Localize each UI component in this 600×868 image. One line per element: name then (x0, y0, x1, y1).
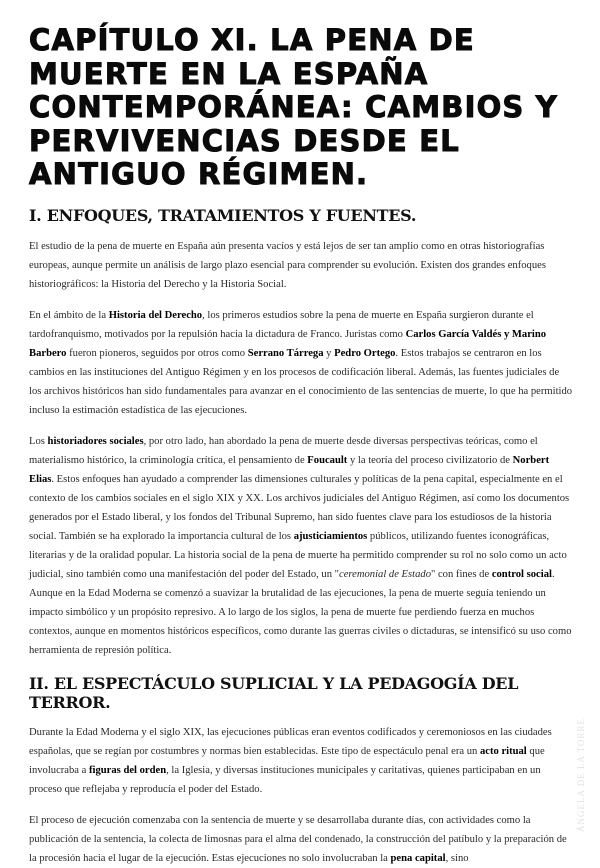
bold-term: Serrano Tárrega (247, 347, 324, 359)
text-run: , por otro lado, han abordado la pena de muerte desde diversas perspectivas teóricas, como el materialismo histórico, la criminología crítica, el pensamiento de (29, 435, 538, 466)
paragraph (29, 237, 574, 294)
paragraph (29, 723, 574, 799)
section-1 (29, 206, 574, 660)
bold-term: Pedro Ortego (334, 347, 396, 359)
text-run: . Estos enfoques han ayudado a comprender las dimensiones culturales y políticas de la pena capital, especialmente en el contexto de los cambios sociales en el siglo XIX y XX. Los archivos judiciales del Antiguo Régimen, así como los documentos generados por el Estado liberal, y los fondos del Tribunal Supremo, han sido fuentes clave para los estudiosos de la historia social. También se ha explorado la importancia cultural de los (29, 473, 570, 542)
section-heading: I. ENFOQUES, TRATAMIENTOS Y FUENTES. (29, 205, 417, 225)
paragraph (29, 811, 574, 868)
bold-term: figuras del orden (89, 764, 167, 776)
section-heading: II. EL ESPECTÁCULO SUPLICIAL Y LA PEDAGOGÍA DEL TERROR. (29, 673, 519, 712)
bold-term: control social (491, 568, 552, 580)
bold-term: acto ritual (479, 745, 527, 757)
text-run: El estudio de la pena de muerte en España aún presenta vacíos y está lejos de ser tan amplio como en otras historiografías europeas, aunque permite un análisis de largo plazo esencial para comprender su evolución. Existen dos grandes enfoques historiográficos: la Historia del Derecho y la Historia Social. (29, 240, 546, 290)
paragraph (29, 432, 574, 660)
text-run: , la Iglesia, y diversas instituciones municipales y caritativas, quienes participaban en un proceso que reflejaba y reproducía el poder del Estado. (29, 764, 541, 795)
text-run: y la teoría del proceso civilizatorio de (347, 454, 513, 466)
text-run: Los (29, 435, 48, 447)
text-run: que involucraba a (29, 745, 545, 776)
text-run: , los primeros estudios sobre la pena de muerte en España surgieron durante el tardofranquismo, motivados por la repulsión hacia la dictadura de Franco. Juristas como (29, 309, 534, 340)
author-watermark: ÁNGELA DE LA TORRE (576, 718, 586, 832)
bold-term: historiadores sociales (47, 435, 144, 447)
text-run: . Aunque en la Edad Moderna se comenzó a suavizar la brutalidad de las ejecuciones, la pena de muerte seguía teniendo un impacto simbólico y un propósito represivo. A lo largo de los siglos, la pena de muerte fue perdiendo fuerza en muchos contextos, aunque en momentos históricos específicos, como durante las guerras civiles o dictaduras, se intensificó su uso como herramienta de represión política. (29, 568, 572, 656)
bold-term: ajusticiamientos (293, 530, 368, 542)
italic-term: ceremonial de Estado (339, 568, 431, 580)
text-run: En el ámbito de la (29, 309, 109, 321)
text-run: El proceso de ejecución comenzaba con la sentencia de muerte y se desarrollaba durante días, con actividades como la publicación de la sentencia, la colecta de limosnas para el alma del condenado, la construcción del patíbulo y la preparación de la procesión hacia el lugar de la ejecución. Estas ejecuciones no solo involucraban la (29, 814, 567, 864)
section-2 (29, 674, 574, 868)
text-run: . Estos trabajos se centraron en los cambios en las instituciones del Antiguo Régimen y en los procesos de codificación liberal. Además, las fuentes judiciales de los archivos históricos han sido fundamentales para avanzar en el conocimiento de las sentencias de muerte, lo que ha permitido incluso la estimación estadística de las ejecuciones. (29, 347, 573, 416)
bold-term: Foucault (307, 454, 348, 466)
text-run: , sino (445, 852, 469, 864)
bold-term: Norbert Elias (29, 454, 550, 485)
text-run: públicos, utilizando fuentes iconográficas, literarias y de la oralidad popular. La historia social de la pena de muerte ha permitido comprender su rol no solo como un acto judicial, sino también como una manifestación del poder del Estado, un " (29, 530, 567, 580)
bold-term: Historia del Derecho (108, 309, 203, 321)
bold-term: pena capital (390, 852, 446, 864)
document-page (29, 24, 574, 868)
text-run: Durante la Edad Moderna y el siglo XIX, las ejecuciones públicas eran eventos codificados y ceremoniosos en las ciudades españolas, que se regían por costumbres y normas bien establecidas. Este tipo de espectáculo penal era un (29, 726, 552, 757)
text-run: y (323, 347, 335, 359)
text-run: " con fines de (431, 568, 492, 580)
text-run: fueron pioneros, seguidos por otros como (66, 347, 248, 359)
paragraph (29, 306, 574, 420)
chapter-title: CAPÍTULO XI. LA PENA DE MUERTE EN LA ESPAÑA CONTEMPORÁNEA: CAMBIOS Y PERVIVENCIAS DESDE EL ANTIGUO RÉGIMEN. (29, 23, 559, 191)
bold-term: Carlos García Valdés y Marino Barbero (29, 328, 547, 359)
